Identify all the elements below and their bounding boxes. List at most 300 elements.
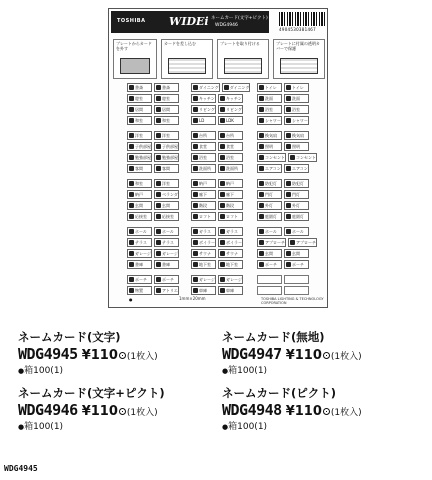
- card-label: 防犯灯: [265, 180, 277, 186]
- label-row: [257, 238, 316, 247]
- pictogram-icon: [286, 251, 291, 256]
- label-row: [191, 201, 243, 210]
- card-label: アトリエ: [162, 287, 178, 293]
- card-label: 浴室: [292, 106, 300, 112]
- card-label: 和室: [162, 117, 170, 123]
- card-label: 応接室: [162, 213, 174, 219]
- card-label: 玄関: [292, 250, 300, 256]
- pictogram-icon: [129, 133, 134, 138]
- pictogram-icon: [286, 118, 291, 123]
- name-card: [191, 153, 216, 162]
- card-label: 門灯: [292, 191, 300, 197]
- product-listing: [222, 386, 362, 432]
- pictogram-icon: [129, 144, 134, 149]
- card-label: 書庫: [135, 261, 143, 267]
- card-label: 和室: [135, 180, 143, 186]
- card-label: 書斎: [162, 84, 170, 90]
- card-label: ガレージ: [162, 250, 178, 256]
- label-row: [257, 227, 309, 236]
- name-card: [284, 142, 309, 151]
- instruction-step-3: [217, 39, 269, 79]
- pictogram-icon: [286, 262, 291, 267]
- pictogram-icon: [156, 192, 161, 197]
- name-card: [191, 212, 216, 221]
- card-label: 玄関: [265, 250, 273, 256]
- label-row: [127, 260, 179, 269]
- plate-icon: [120, 58, 150, 74]
- name-card: [154, 212, 179, 221]
- label-row: [257, 249, 309, 258]
- card-label: 照明: [292, 143, 300, 149]
- name-card: [191, 227, 216, 236]
- card-label: 廊下: [226, 191, 234, 197]
- label-row: [191, 142, 243, 151]
- pictogram-icon: [156, 144, 161, 149]
- name-card: [257, 153, 286, 162]
- card-label: 子供部屋: [135, 143, 151, 149]
- pictogram-icon: [129, 203, 134, 208]
- label-row: [191, 227, 243, 236]
- label-row: [257, 164, 309, 173]
- card-label: サウナ: [226, 250, 238, 256]
- card-label: ガレージ: [135, 250, 151, 256]
- brand-logo: TOSHIBA: [117, 18, 146, 24]
- name-card: [218, 164, 243, 173]
- label-row: [257, 179, 309, 188]
- label-column-1: [127, 83, 179, 297]
- card-label: 居間: [135, 106, 143, 112]
- label-row: [127, 142, 179, 151]
- card-label: 洗面: [292, 95, 300, 101]
- pictogram-icon: [129, 192, 134, 197]
- name-card: [222, 83, 251, 92]
- pack-qty: 100(1): [237, 366, 268, 376]
- pictogram-icon: [259, 229, 264, 234]
- name-card: [127, 164, 152, 173]
- label-row: [127, 83, 179, 92]
- product-name: ネームカード(文字): [18, 330, 121, 344]
- card-label: 台所: [199, 132, 207, 138]
- sheet-code: WDG4946: [215, 23, 238, 28]
- pictogram-icon: [259, 118, 264, 123]
- instruction-text: プレートに付属の透明カバーで保護: [276, 41, 320, 51]
- name-card: [288, 153, 317, 162]
- instruction-text: プレートからカードを外す: [116, 41, 152, 51]
- name-card: [218, 286, 243, 295]
- card-label: 書斎: [135, 84, 143, 90]
- name-card: [191, 83, 220, 92]
- pictogram-icon: [259, 144, 264, 149]
- name-card: [191, 94, 216, 103]
- name-card: [257, 83, 282, 92]
- product-price: ¥110: [81, 404, 118, 419]
- name-card: [154, 131, 179, 140]
- name-card: [154, 190, 179, 199]
- pictogram-icon: [286, 107, 291, 112]
- product-code: WDG4948: [222, 401, 282, 419]
- name-card: [218, 201, 243, 210]
- label-row: [127, 238, 179, 247]
- label-row: [257, 131, 309, 140]
- label-row: [191, 260, 243, 269]
- product-line: [18, 401, 165, 417]
- name-card: [218, 260, 243, 269]
- product-listing: [18, 330, 158, 376]
- pictogram-icon: [220, 96, 225, 101]
- pictogram-icon: [220, 192, 225, 197]
- pictogram-icon: [220, 155, 225, 160]
- pictogram-icon: [156, 229, 161, 234]
- card-label: 防犯灯: [292, 180, 304, 186]
- pictogram-icon: [156, 214, 161, 219]
- label-row: [127, 131, 179, 140]
- name-card: [154, 286, 179, 295]
- pack-prefix: 箱: [228, 366, 238, 376]
- name-card: [127, 105, 152, 114]
- name-card: [218, 153, 243, 162]
- sheet-size-note: 1mm×20mm: [179, 296, 206, 301]
- pictogram-icon: [259, 192, 264, 197]
- pictogram-icon: [259, 214, 264, 219]
- card-label: リビング: [199, 106, 215, 112]
- card-label: 寝室: [135, 95, 143, 101]
- name-card: [127, 260, 152, 269]
- product-listing: [222, 330, 362, 376]
- pictogram-icon: [193, 277, 198, 282]
- pictogram-icon: [156, 155, 161, 160]
- card-label: ダイニング: [229, 84, 250, 90]
- label-row: [127, 286, 179, 295]
- name-card: [218, 190, 243, 199]
- pictogram-icon: [259, 181, 264, 186]
- label-row: [191, 116, 243, 125]
- name-card: [257, 260, 282, 269]
- label-row: [257, 105, 309, 114]
- card-label: テラス: [135, 239, 147, 245]
- label-row: [257, 116, 309, 125]
- blank-card: [257, 275, 282, 284]
- tax-mark-icon: [119, 352, 126, 359]
- pictogram-icon: [286, 181, 291, 186]
- pictogram-icon: [129, 181, 134, 186]
- card-label: 外灯: [292, 202, 300, 208]
- sheet-marker: ●: [129, 297, 133, 302]
- name-card: [154, 164, 179, 173]
- label-row: [257, 83, 309, 92]
- pictogram-icon: [286, 85, 291, 90]
- name-card: [284, 201, 309, 210]
- card-label: トイレ: [292, 84, 304, 90]
- name-card: [127, 227, 152, 236]
- card-label: ポーチ: [162, 276, 174, 282]
- name-card: [154, 249, 179, 258]
- barcode-icon: [279, 12, 325, 26]
- card-label: 客間: [135, 165, 143, 171]
- card-label: 階段: [199, 202, 207, 208]
- card-label: 応接室: [135, 213, 147, 219]
- pictogram-icon: [286, 229, 291, 234]
- name-card: [127, 238, 152, 247]
- card-label: 階段: [226, 202, 234, 208]
- name-card: [154, 227, 179, 236]
- pictogram-icon: [259, 203, 264, 208]
- pack-bullet: ●: [18, 367, 25, 375]
- card-label: 照明: [265, 143, 273, 149]
- blank-card: [257, 286, 282, 295]
- name-card: [257, 116, 282, 125]
- name-card: [288, 238, 317, 247]
- label-row: [257, 94, 309, 103]
- pictogram-icon: [286, 203, 291, 208]
- card-label: 和室: [135, 117, 143, 123]
- name-card: [191, 116, 216, 125]
- name-card: [284, 260, 309, 269]
- name-card: [191, 286, 216, 295]
- name-card: [218, 131, 243, 140]
- barcode-number: 4904530381467: [279, 27, 316, 32]
- name-card: [154, 179, 179, 188]
- pictogram-icon: [156, 262, 161, 267]
- card-label: 寝室: [162, 95, 170, 101]
- pictogram-icon: [156, 181, 161, 186]
- pictogram-icon: [259, 155, 264, 160]
- label-row: [127, 190, 179, 199]
- name-card: [154, 153, 179, 162]
- label-row: [127, 105, 179, 114]
- pictogram-icon: [193, 229, 198, 234]
- name-card: [191, 275, 216, 284]
- pictogram-icon: [290, 155, 295, 160]
- product-code: WDG4946: [18, 401, 78, 419]
- label-row: [191, 286, 243, 295]
- card-label: 居間: [162, 106, 170, 112]
- label-row: [127, 164, 179, 173]
- pictogram-icon: [193, 118, 198, 123]
- card-label: 換気扇: [265, 132, 277, 138]
- pictogram-icon: [156, 166, 161, 171]
- card-label: 地下室: [199, 261, 211, 267]
- name-card: [191, 201, 216, 210]
- pictogram-icon: [156, 240, 161, 245]
- pictogram-icon: [129, 277, 134, 282]
- label-row: [191, 94, 243, 103]
- name-card: [218, 179, 243, 188]
- pictogram-icon: [156, 277, 161, 282]
- label-row: [257, 142, 309, 151]
- blank-row: [257, 275, 309, 284]
- name-card: [127, 190, 152, 199]
- pictogram-icon: [156, 251, 161, 256]
- card-label: 換気扇: [292, 132, 304, 138]
- instruction-text: カードを差し込む: [164, 41, 196, 46]
- pack-prefix: 箱: [228, 422, 238, 432]
- card-label: 車庫: [199, 287, 207, 293]
- pictogram-icon: [286, 214, 291, 219]
- card-label: 車庫: [226, 287, 234, 293]
- label-row: [257, 190, 309, 199]
- product-unit: (1枚入): [330, 408, 362, 418]
- pictogram-icon: [290, 240, 295, 245]
- label-row: [191, 238, 243, 247]
- tax-mark-icon: [119, 408, 126, 415]
- pictogram-icon: [220, 262, 225, 267]
- card-label: 洗面所: [226, 165, 238, 171]
- name-card: [154, 116, 179, 125]
- product-line: [222, 345, 362, 361]
- name-card: [191, 179, 216, 188]
- pictogram-icon: [220, 240, 225, 245]
- label-row: [257, 153, 316, 162]
- pictogram-icon: [193, 288, 198, 293]
- tax-mark-icon: [323, 408, 330, 415]
- pictogram-icon: [129, 240, 134, 245]
- pack-prefix: 箱: [24, 366, 34, 376]
- card-label: コンセント: [296, 154, 316, 160]
- product-pack: [18, 419, 165, 432]
- pictogram-icon: [193, 107, 198, 112]
- name-card: [257, 190, 282, 199]
- card-label: ダイニング: [199, 84, 219, 90]
- card-label: 浴室: [265, 106, 273, 112]
- pictogram-icon: [129, 262, 134, 267]
- card-label: アプローチ: [265, 239, 285, 245]
- pictogram-icon: [129, 155, 134, 160]
- card-label: 納戸: [135, 191, 143, 197]
- pictogram-icon: [156, 107, 161, 112]
- card-label: 玄関: [162, 202, 170, 208]
- card-label: ホール: [292, 228, 304, 234]
- name-card: [154, 94, 179, 103]
- sheet-title: ネームカード(文字+ピクト): [211, 16, 268, 21]
- pack-bullet: ●: [18, 423, 25, 431]
- name-card: [127, 179, 152, 188]
- name-card: [257, 179, 282, 188]
- product-name: ネームカード(文字+ピクト): [18, 386, 165, 400]
- pictogram-icon: [129, 85, 134, 90]
- card-label: ガラス: [226, 228, 238, 234]
- name-card: [257, 201, 282, 210]
- name-card: [284, 83, 309, 92]
- name-card: [257, 131, 282, 140]
- label-row: [191, 164, 243, 173]
- card-label: リビング: [226, 106, 242, 112]
- card-label: 物置: [135, 287, 143, 293]
- pictogram-icon: [156, 85, 161, 90]
- pack-prefix: 箱: [24, 422, 34, 432]
- card-label: 地下室: [226, 261, 238, 267]
- pictogram-icon: [129, 96, 134, 101]
- name-card: [218, 94, 243, 103]
- label-row: [191, 275, 243, 284]
- name-card: [127, 94, 152, 103]
- blank-row: [257, 286, 309, 295]
- name-card: [257, 212, 282, 221]
- pictogram-icon: [224, 85, 229, 90]
- name-card: [284, 164, 309, 173]
- blank-card: [284, 286, 309, 295]
- pictogram-icon: [220, 166, 225, 171]
- pictogram-icon: [220, 107, 225, 112]
- card-label: ガレージ: [226, 276, 242, 282]
- pictogram-icon: [259, 85, 264, 90]
- label-row: [127, 116, 179, 125]
- pictogram-icon: [156, 96, 161, 101]
- pictogram-icon: [220, 251, 225, 256]
- card-label: 洗面所: [199, 165, 211, 171]
- label-row: [191, 153, 243, 162]
- product-price: ¥110: [285, 348, 322, 363]
- label-column-3: [257, 83, 316, 297]
- label-row: [127, 153, 179, 162]
- card-label: ホール: [162, 228, 174, 234]
- pictogram-icon: [129, 118, 134, 123]
- label-row: [127, 212, 179, 221]
- label-row: [257, 260, 309, 269]
- name-card: [127, 286, 152, 295]
- name-card: [284, 249, 309, 258]
- name-card: [154, 105, 179, 114]
- name-card: [191, 164, 216, 173]
- name-card: [191, 260, 216, 269]
- label-row: [191, 249, 243, 258]
- card-label: 書庫: [162, 261, 170, 267]
- card-label: 納戸: [199, 180, 207, 186]
- name-card: [257, 249, 282, 258]
- card-label: 洋室: [135, 132, 143, 138]
- pictogram-icon: [193, 203, 198, 208]
- tax-mark-icon: [323, 352, 330, 359]
- pictogram-icon: [286, 166, 291, 171]
- plate-attach-icon: [224, 58, 262, 74]
- label-row: [191, 105, 243, 114]
- name-card: [284, 227, 309, 236]
- pictogram-icon: [193, 166, 198, 171]
- name-card: [218, 212, 243, 221]
- product-pack: [18, 363, 158, 376]
- card-label: ボイラー: [199, 239, 215, 245]
- pictogram-icon: [193, 96, 198, 101]
- card-label: ベランダ: [162, 191, 178, 197]
- pictogram-icon: [193, 85, 198, 90]
- card-label: シャワー: [265, 117, 281, 123]
- pictogram-icon: [156, 288, 161, 293]
- card-label: 廊下: [199, 191, 207, 197]
- label-row: [257, 212, 309, 221]
- label-row: [127, 201, 179, 210]
- name-card: [257, 164, 282, 173]
- card-label: ポーチ: [135, 276, 147, 282]
- card-label: 浴室: [226, 154, 234, 160]
- product-unit: (1枚入): [126, 352, 158, 362]
- name-card: [127, 131, 152, 140]
- card-label: 浴室: [199, 154, 207, 160]
- name-card: [218, 227, 243, 236]
- pictogram-icon: [220, 181, 225, 186]
- sheet-header: [111, 11, 269, 33]
- card-label: ポーチ: [265, 261, 277, 267]
- name-card: [127, 142, 152, 151]
- product-listing: [18, 386, 165, 432]
- label-row: [257, 201, 309, 210]
- card-label: キッチン: [226, 95, 242, 101]
- name-card: [284, 179, 309, 188]
- name-card: [154, 201, 179, 210]
- product-name: ネームカード(ピクト): [222, 386, 337, 400]
- name-card: [191, 131, 216, 140]
- pictogram-icon: [129, 166, 134, 171]
- label-row: [127, 227, 179, 236]
- card-label: 洋室: [162, 132, 170, 138]
